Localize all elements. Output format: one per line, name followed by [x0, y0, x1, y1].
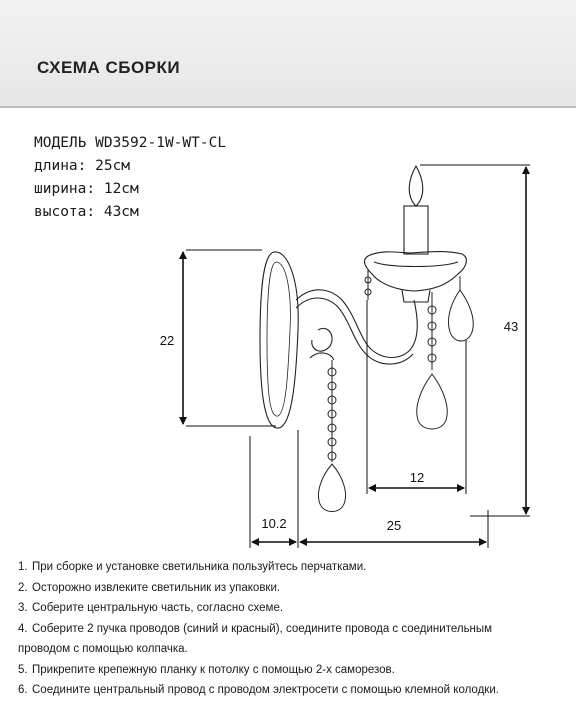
instruction-item: 4. Соберите 2 пучка проводов (синий и красный), соедините провода с соединительным [18, 622, 493, 635]
instruction-item: 5. Прикрепите крепежную планку к потолку с помощью 2-х саморезов. [18, 663, 395, 676]
instruction-item: 3. Соберите центральную часть, согласно схеме. [18, 602, 284, 614]
candle-cup [365, 252, 467, 302]
dim-plate-width-label: 10.2 [261, 516, 287, 531]
spec-model: МОДЕЛЬ WD3592-1W-WT-CL [34, 135, 227, 151]
crystal-drops [319, 270, 474, 512]
instructions-list [18, 557, 570, 701]
instruction-item-continuation: проводом с помощью колпачка. [18, 643, 188, 655]
candle [404, 166, 428, 254]
dim-plate-height-label: 22 [159, 333, 175, 348]
instruction-item: 2. Осторожно извлеките светильник из упаковки. [18, 581, 281, 594]
arm [296, 290, 417, 364]
page-title: СХЕМА СБОРКИ [37, 58, 181, 77]
spec-height: высота: 43см [34, 204, 139, 220]
spec-length: длина: 25см [34, 158, 131, 174]
wall-plate [260, 252, 298, 428]
dim-depth [367, 300, 466, 494]
instruction-item: 6. Соедините центральный провод с проводом электросети с помощью клемной колодки. [18, 684, 499, 696]
dim-total-height-label: 43 [503, 319, 519, 334]
instruction-item: 1. При сборке и установке светильника пользуйтесь перчатками. [18, 561, 367, 573]
dim-depth-label: 12 [409, 470, 425, 485]
dim-total-height [420, 165, 530, 516]
dim-total-length-label: 25 [386, 518, 402, 533]
spec-width: ширина: 12см [34, 181, 139, 197]
dim-plate-height [183, 250, 276, 426]
